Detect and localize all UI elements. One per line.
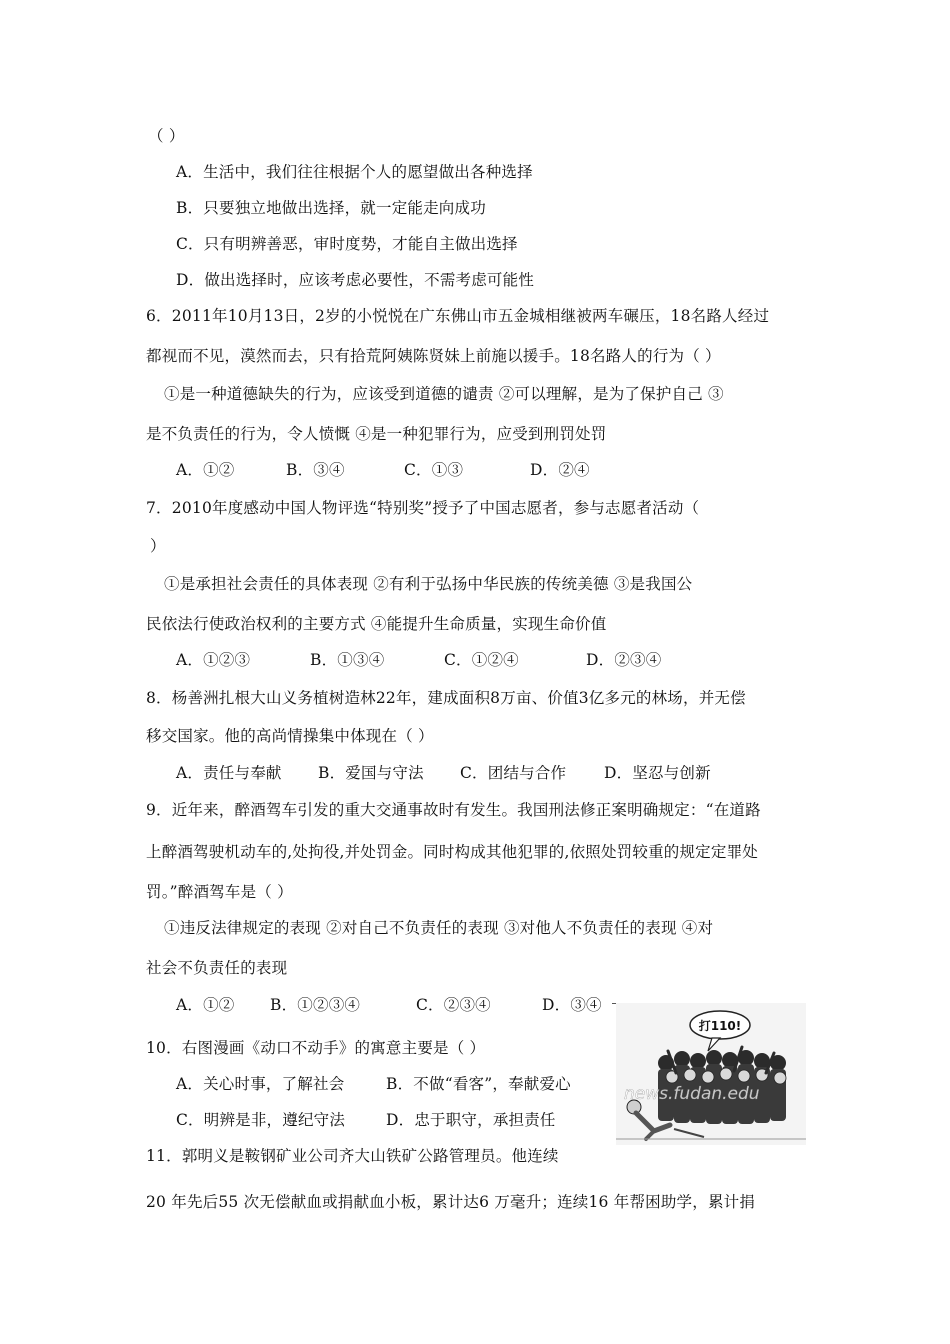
q9-statements-line2: 社会不负责任的表现 <box>146 959 288 977</box>
q9-stem-line3: 罚。”醉酒驾车是（ ） <box>146 883 293 901</box>
q5-option-b: B．只要独立地做出选择，就一定能走向成功 <box>176 199 486 217</box>
q8-option-b: B．爱国与守法 <box>318 764 424 782</box>
q8-stem-line1: 8．杨善洲扎根大山义务植树造林22年，建成面积8万亩、价值3亿多元的林场，并无偿 <box>146 689 746 707</box>
q7-statements-line2: 民依法行使政治权利的主要方式 ④能提升生命质量，实现生命价值 <box>146 615 607 633</box>
q8-options <box>176 763 711 783</box>
q10-options-row1 <box>176 1074 571 1094</box>
q7-option-d: D．②③④ <box>586 651 662 669</box>
q10-option-a: A．关心时事，了解社会 <box>176 1075 345 1093</box>
q5-option-d: D．做出选择时，应该考虑必要性，不需考虑可能性 <box>176 271 535 289</box>
q9-option-b: B．①②③④ <box>270 996 361 1014</box>
q7-statements-line1: ①是承担社会责任的具体表现 ②有利于弘扬中华民族的传统美德 ③是我国公 <box>164 575 693 593</box>
q6-option-d: D．②④ <box>530 461 590 479</box>
q6-option-a: A．①② <box>176 461 235 479</box>
q7-stem-line2: ） <box>150 537 166 555</box>
q11-stem-line2: 20 年先后55 次无偿献血或捐献血小板，累计达6 万毫升；连续16 年帮困助学，累计捐 <box>146 1193 756 1211</box>
q7-stem-line1: 7．2010年度感动中国人物评选“特别奖”授予了中国志愿者，参与志愿者活动（ <box>146 499 700 517</box>
q6-stem-line1: 6．2011年10月13日，2岁的小悦悦在广东佛山市五金城相继被两车碾压，18名路人经过 <box>146 307 770 325</box>
speech-bubble-text: 打110! <box>698 1019 742 1033</box>
cartoon-illustration <box>616 1003 806 1145</box>
answer-bracket-q5: （ ） <box>148 127 185 145</box>
q9-stem-line2: 上醉酒驾驶机动车的,处拘役,并处罚金。同时构成其他犯罪的,依照处罚较重的规定定罪处 <box>146 843 758 861</box>
q7-option-c: C．①②④ <box>444 651 519 669</box>
q5-option-a: A．生活中，我们往往根据个人的愿望做出各种选择 <box>176 163 533 181</box>
q8-stem-line2: 移交国家。他的高尚情操集中体现在（ ） <box>146 727 434 745</box>
q10-option-c: C．明辨是非，遵纪守法 <box>176 1111 346 1129</box>
q9-option-d: D．③④ <box>542 996 602 1014</box>
q8-option-d: D．坚忍与创新 <box>604 764 711 782</box>
q9-option-a: A．①② <box>176 996 235 1014</box>
q10-stem: 10．右图漫画《动口不动手》的寓意主要是（ ） <box>146 1039 486 1057</box>
q8-option-a: A．责任与奉献 <box>176 764 282 782</box>
q6-stem-line2: 都视而不见，漠然而去，只有拾荒阿姨陈贤妹上前施以援手。18名路人的行为（ ） <box>146 347 721 365</box>
q7-option-a: A．①②③ <box>176 651 251 669</box>
q9-option-c: C．②③④ <box>416 996 491 1014</box>
q5-option-c: C．只有明辨善恶，审时度势，才能自主做出选择 <box>176 235 518 253</box>
q7-options <box>176 650 661 670</box>
q7-option-b: B．①③④ <box>310 651 385 669</box>
q11-stem-line1: 11．郭明义是鞍钢矿业公司齐大山铁矿公路管理员。他连续 <box>146 1147 559 1165</box>
q9-statements-line1: ①违反法律规定的表现 ②对自己不负责任的表现 ③对他人不负责任的表现 ④对 <box>164 919 714 937</box>
q10-option-d: D．忠于职守，承担责任 <box>386 1111 556 1129</box>
q8-option-c: C．团结与合作 <box>460 764 567 782</box>
q10-option-b: B．不做“看客”，奉献爱心 <box>386 1075 571 1093</box>
q6-option-b: B．③④ <box>286 461 345 479</box>
q6-option-c: C．①③ <box>404 461 464 479</box>
q6-options <box>176 460 590 480</box>
cartoon-watermark: news.fudan.edu <box>624 1084 760 1104</box>
q6-statements-line1: ①是一种道德缺失的行为，应该受到道德的谴责 ②可以理解，是为了保护自己 ③ <box>164 385 724 403</box>
q9-stem-line1: 9．近年来，醉酒驾车引发的重大交通事故时有发生。我国刑法修正案明确规定：“在道路 <box>146 801 761 819</box>
q9-options <box>176 995 602 1015</box>
q10-options-row2 <box>176 1110 556 1130</box>
q6-statements-line2: 是不负责任的行为，令人愤慨 ④是一种犯罪行为，应受到刑罚处罚 <box>146 425 607 443</box>
